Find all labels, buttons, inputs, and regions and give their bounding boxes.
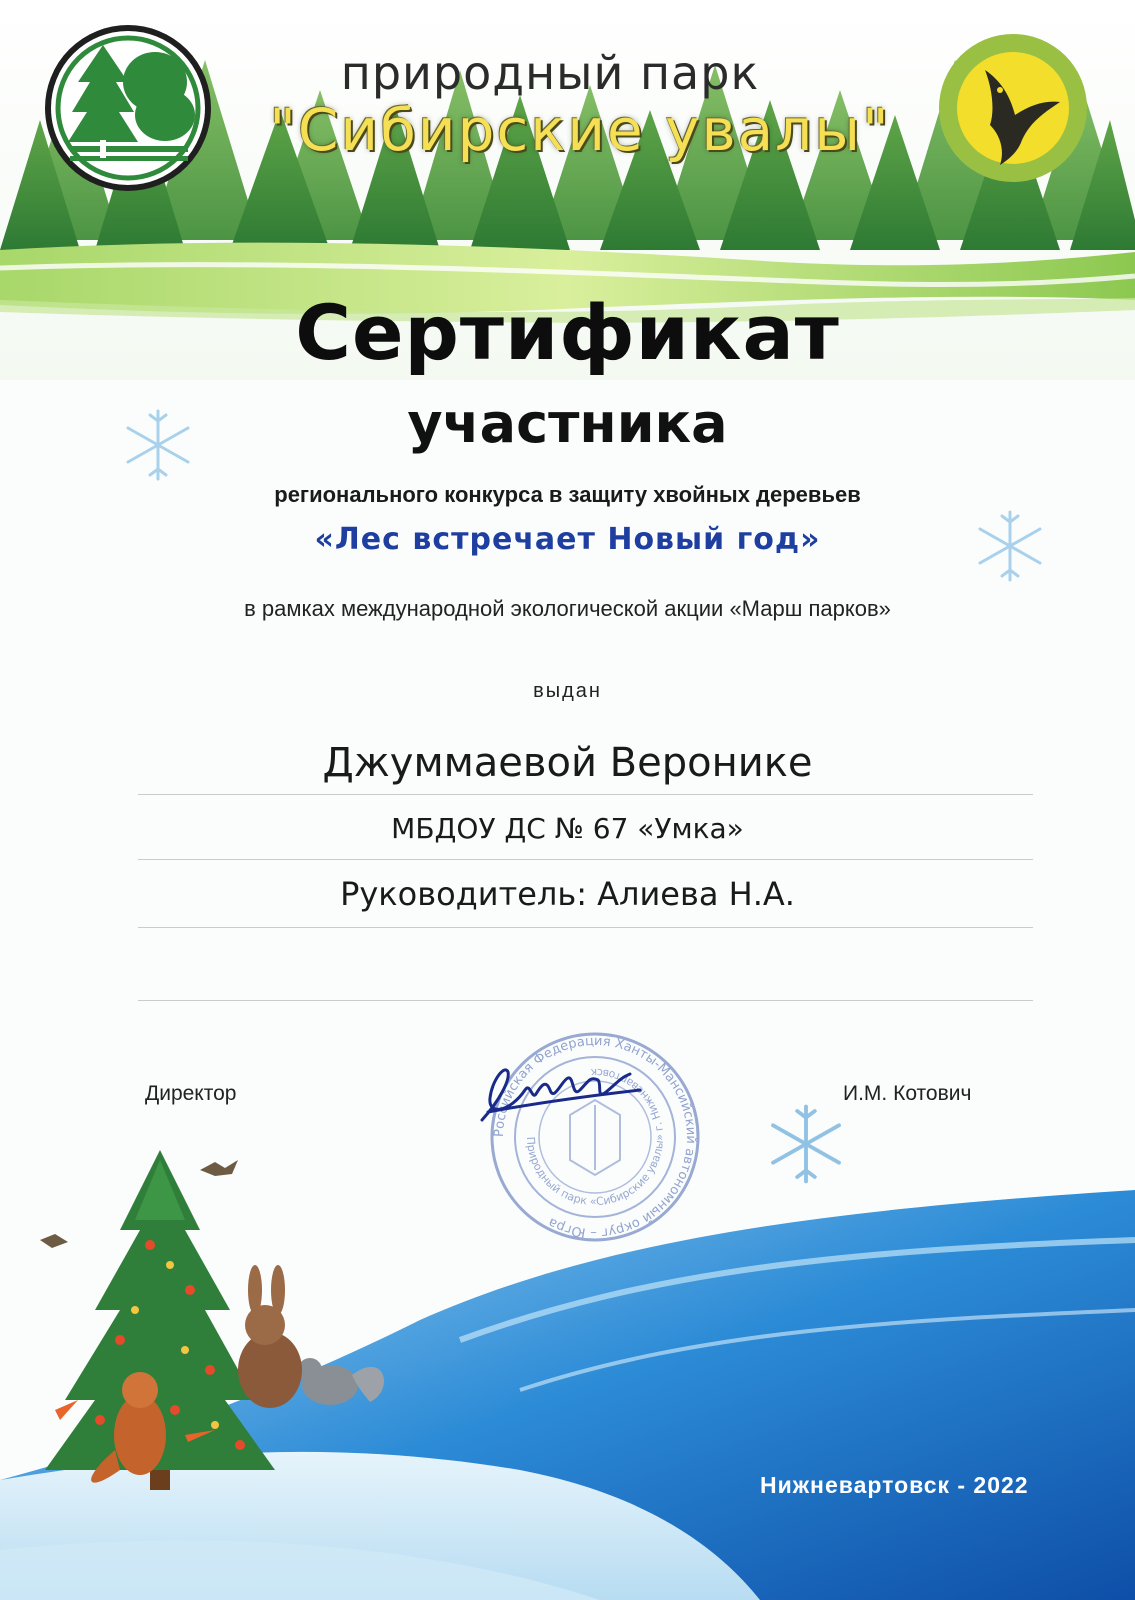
institution-name: МБДОУ ДС № 67 «Умка» — [391, 812, 744, 845]
contest-name: «Лес встречает Новый год» — [314, 522, 821, 557]
stamp-inner-text: Природный парк «Сибирские увалы» г. Нижневартовск — [523, 1065, 667, 1209]
park-type-label: природный парк — [340, 46, 760, 100]
director-name: И.М. Котович — [843, 1082, 972, 1105]
certificate-subtitle: участника — [407, 392, 728, 455]
divider — [138, 859, 1033, 860]
framework-line: в рамках международной экологической акции «Марш парков» — [244, 596, 891, 621]
contest-description: регионального конкурса в защиту хвойных деревьев — [274, 482, 861, 507]
stamp-ring-text: Российская Федерация Ханты-Мансийский автономный округ – Югра — [491, 1033, 699, 1241]
supervisor-line: Руководитель: Алиева Н.А. — [340, 875, 795, 913]
recipient-name: Джуммаевой Веронике — [322, 740, 813, 786]
director-label: Директор — [145, 1082, 237, 1105]
city-year-footer: Нижневартовск - 2022 — [760, 1472, 1029, 1498]
hare-illustration — [238, 1265, 302, 1408]
director-signature — [470, 1050, 670, 1140]
certificate-title: Сертификат — [295, 288, 840, 377]
divider — [138, 927, 1033, 928]
park-logo-left — [48, 28, 208, 188]
eagle-logo-right — [939, 34, 1087, 182]
divider — [138, 794, 1033, 795]
divider — [138, 1000, 1033, 1001]
issued-label: выдан — [533, 680, 602, 702]
winter-forest-illustration — [0, 1150, 1135, 1600]
park-name-title: "Сибирские увалы" — [269, 96, 891, 164]
